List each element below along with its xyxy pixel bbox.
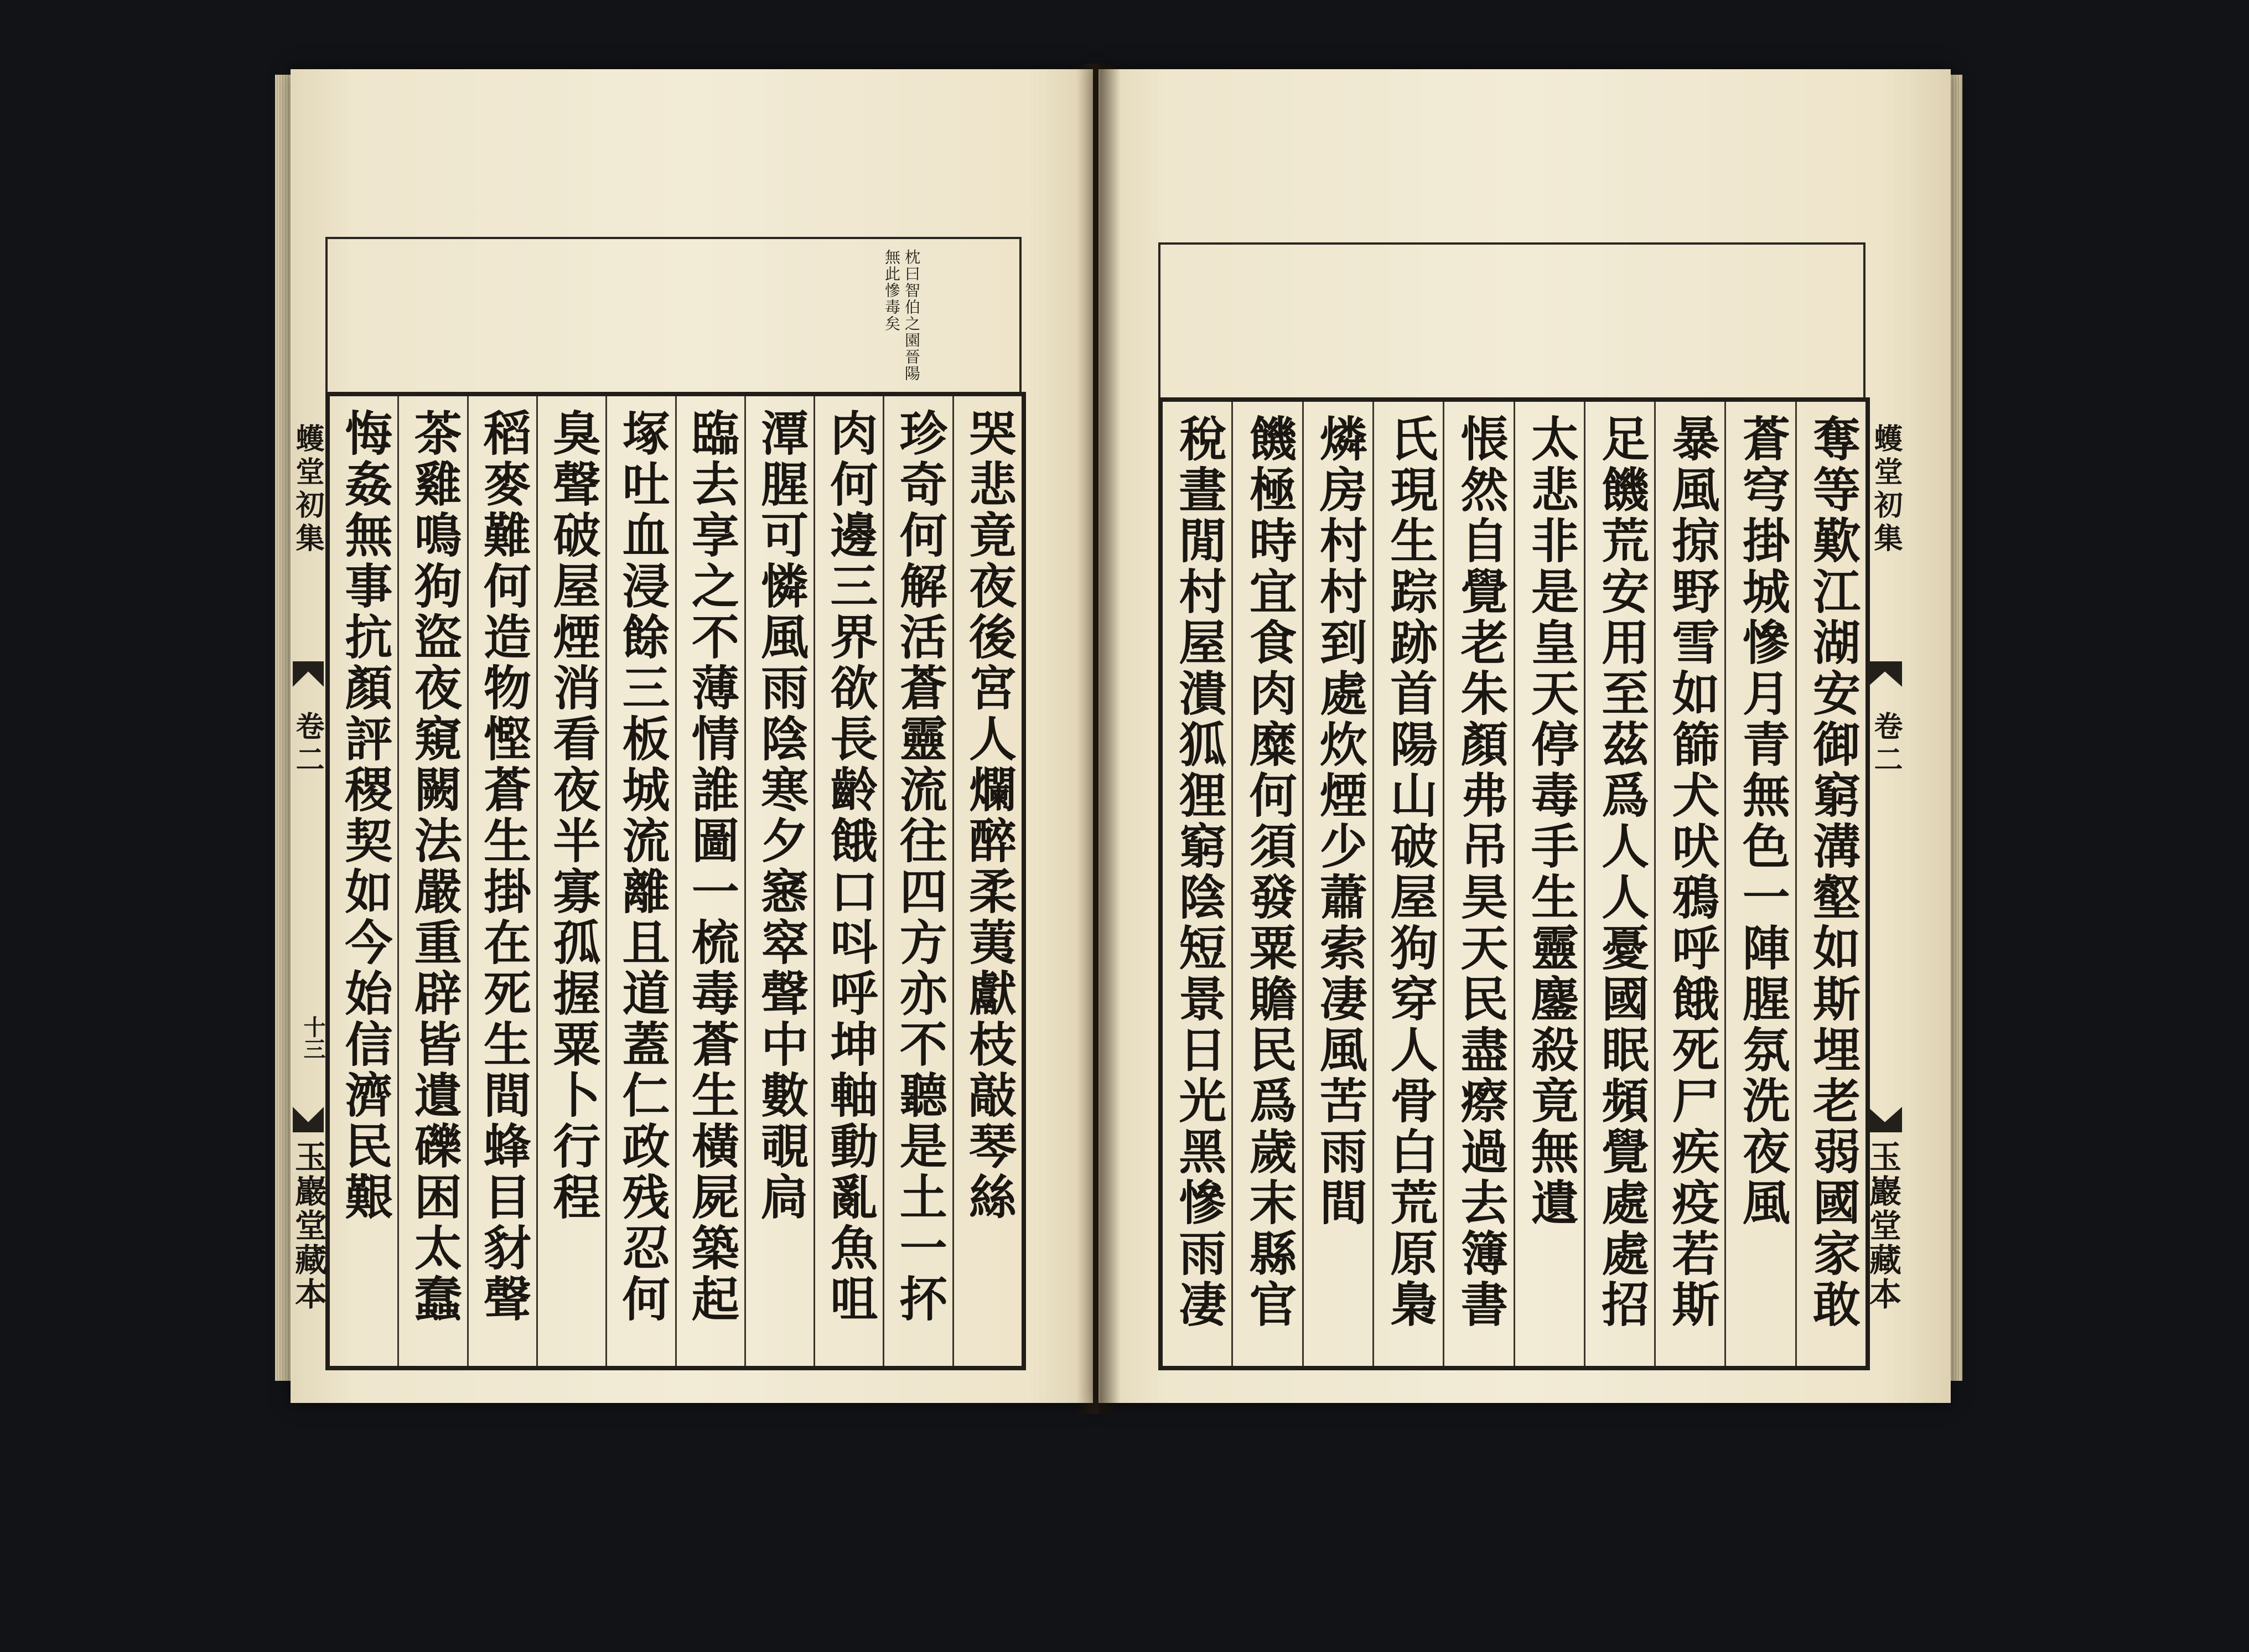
left-page — [291, 69, 1093, 1403]
right-column-6: 悵然自覺老朱顏弗吊昊天民盡瘵過去簿書 — [1443, 402, 1513, 1366]
left-text-frame — [325, 392, 1026, 1370]
right-columns — [1163, 402, 1865, 1366]
left-column-9: 茶雞鳴狗盜夜窺闕法嚴重辟皆遺礫困太蠢 — [397, 396, 467, 1366]
left-headnote: 枕曰智伯之園晉陽無此慘毒矣 — [883, 249, 921, 382]
left-column-7: 臭聲破屋煙消看夜半寡孤握粟卜行程 — [536, 396, 605, 1366]
left-column-2: 珍奇何解活蒼靈流往四方亦不聽是土一抔 — [883, 396, 952, 1366]
right-column-5: 太悲非是皇天停毒手生靈鏖殺竟無遺 — [1514, 402, 1584, 1366]
right-column-1: 奪等歎江湖安御窮溝壑如斯埋老弱國家敢 — [1795, 402, 1865, 1366]
right-column-8: 燐房村村到處炊煙少蕭索凄風苦雨間 — [1302, 402, 1372, 1366]
left-columns — [330, 396, 1022, 1366]
right-publisher: 玉巖堂藏本 — [1864, 1140, 1901, 1312]
book-gutter — [1076, 64, 1121, 1414]
left-column-5: 臨去享之不薄情誰圖一梳毒蒼生橫屍築起 — [675, 396, 744, 1366]
right-column-7: 氏現生踪跡首陽山破屋狗穿人骨白荒原梟 — [1372, 402, 1443, 1366]
right-banxin-volume: 卷二 — [1869, 711, 1903, 778]
right-column-10: 稅晝閒村屋潰狐狸窮陰短景日光黑慘雨凄 — [1170, 414, 1227, 1330]
left-column-6: 塚吐血浸餘三板城流離且道蓋仁政残忍何 — [605, 396, 675, 1366]
right-page — [1098, 69, 1951, 1403]
left-column-4: 潭腥可憐風雨陰寒夕窸窣聲中數覗扃 — [744, 396, 813, 1366]
right-column-3: 暴風掠野雪如篩犬吠鴉呼餓死尸疾疫若斯 — [1654, 402, 1724, 1366]
left-column-8: 稻麥難何造物慳蒼生掛在死生間蜂目豺聲 — [467, 396, 536, 1366]
left-page-number: 十三 — [300, 1016, 326, 1060]
right-column-9: 饑極時宜食肉糜何須發粟贍民爲歲末縣官 — [1231, 402, 1302, 1366]
left-banxin-volume: 卷二 — [291, 711, 324, 778]
right-banxin-title: 蠖堂初集 — [1869, 423, 1903, 556]
left-column-10: 悔姦無事抗顏評稷契如今始信濟民艱 — [336, 408, 393, 1223]
left-column-1: 哭悲竟夜後宮人爛醉柔荑獻枝敲琴絲 — [952, 396, 1022, 1366]
left-column-3: 肉何邊三界欲長齡餓口呌呼坤軸動亂魚咀 — [813, 396, 883, 1366]
right-header-box — [1158, 242, 1865, 401]
right-text-frame — [1158, 397, 1870, 1370]
left-banxin-title: 蠖堂初集 — [291, 423, 324, 556]
right-column-2: 蒼穹掛城慘月青無色一陣腥氛洗夜風 — [1724, 402, 1795, 1366]
open-book — [291, 64, 1951, 1414]
left-publisher: 玉巖堂藏本 — [289, 1140, 327, 1312]
right-column-4: 足饑荒安用至茲爲人人憂國眠頻覺處處招 — [1584, 402, 1654, 1366]
